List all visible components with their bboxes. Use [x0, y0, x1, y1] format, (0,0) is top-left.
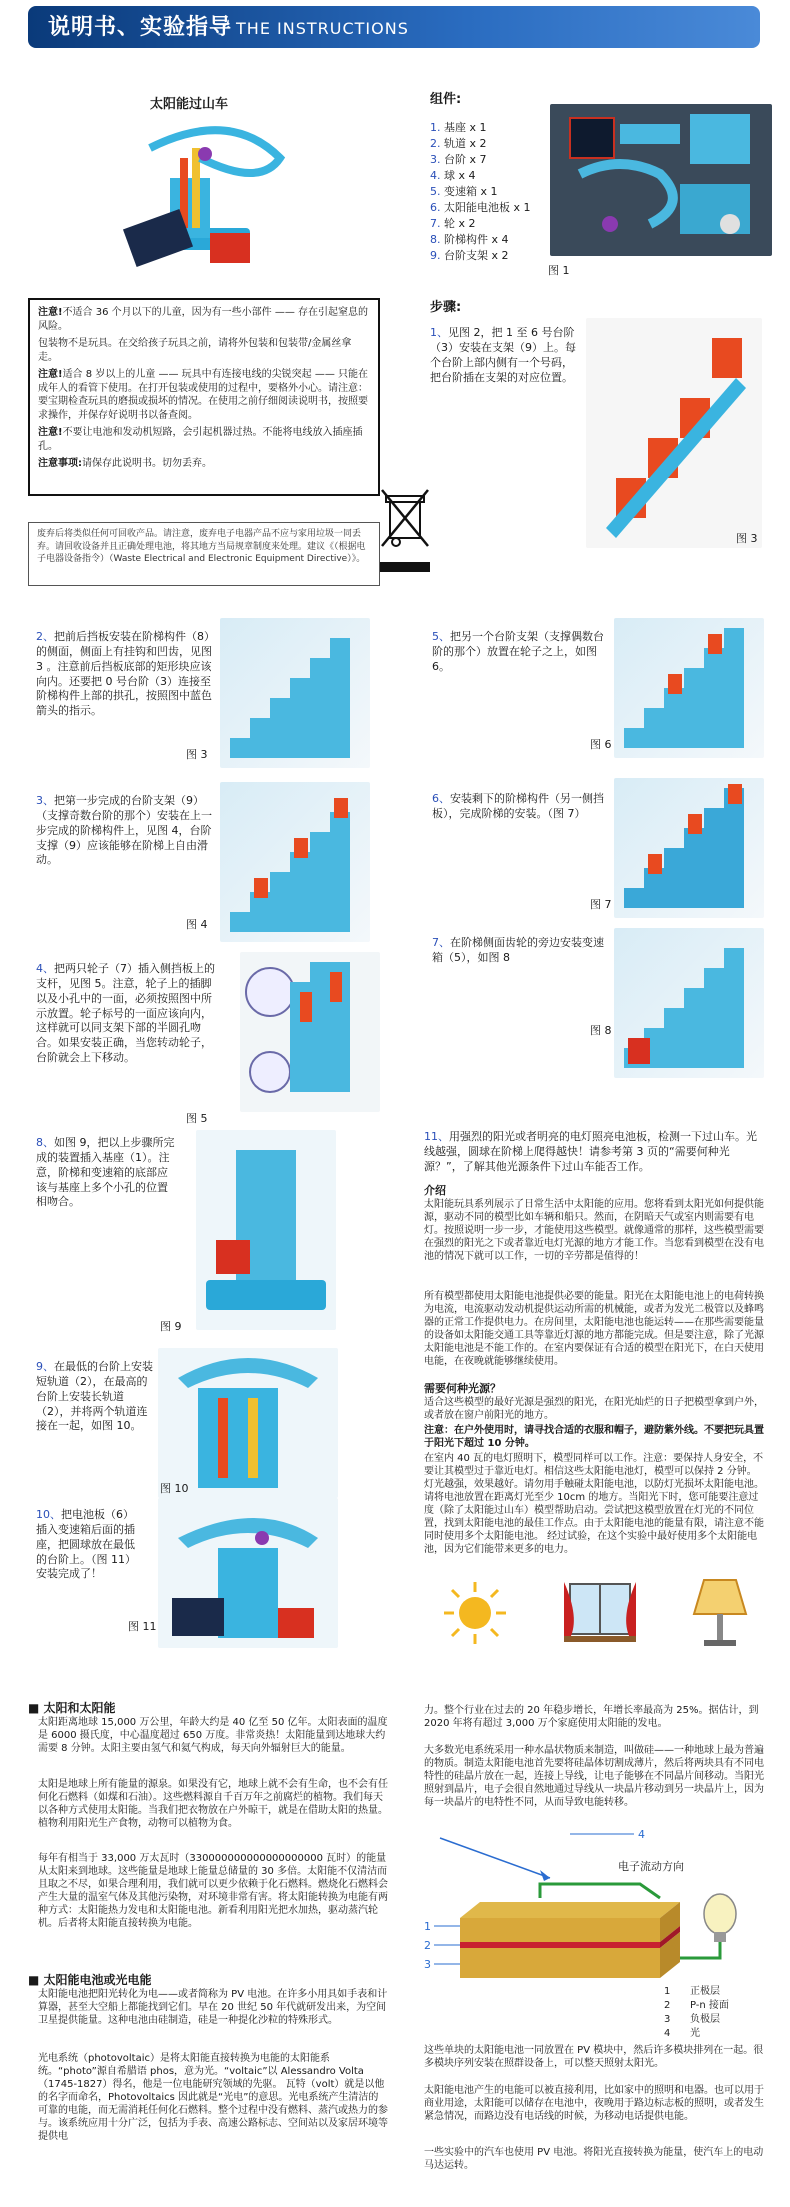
part-item: 6. 太阳能电池板 x 1	[430, 200, 531, 214]
step-7: 7、在阶梯侧面齿轮的旁边安装变速箱（5），如图 8	[432, 936, 604, 964]
warning-3: 注意!适合 8 岁以上的儿童 —— 玩具中有连接电线的尖锐突起 —— 只能在成年人的看管下使用。在打开包装或使用的过程中，要格外小心。请注意：要宝期检查玩具的磨损或损坏的情况。在使用之前仔细阅读说明书，按照要求操作，并保存好说明书以备查阅。	[38, 369, 368, 421]
step-9: 9、在最低的台阶上安装短轨道（2），在最高的台阶上安装长轨道（2），并将两个轨道连接在一起，如图 10。	[36, 1360, 153, 1433]
legend-num-3: 3	[664, 2014, 671, 2025]
step-1-image	[586, 318, 762, 548]
part-item: 1. 基座 x 1	[430, 121, 487, 134]
step-8-fig-label: 图 9	[160, 1320, 182, 1333]
light-note: 注意：在户外使用时，请寻找合适的衣服和帽子，避防紫外线。不要把玩具置于阳光下超过 10 分钟。	[424, 1425, 764, 1449]
step-6-fig-label: 图 7	[590, 898, 612, 911]
electron-flow-label: 电子流动方向	[618, 1860, 684, 1873]
warning-5: 注意事项:请保存此说明书。切勿丢弃。	[38, 458, 212, 469]
steps-heading: 步骤:	[430, 300, 462, 315]
step-5: 5、把另一个台阶支架（支撑偶数台阶的那个）放置在轮子之上，如图 6。	[432, 630, 604, 673]
rb-p5: 一些实验中的汽车也使用 PV 电池。将阳光直接转换为能量，使汽车上的电动马达运转。	[424, 2147, 764, 2171]
step-5-fig-label: 图 6	[590, 738, 612, 751]
warning-2: 包装物不是玩具。在交给孩子玩具之前，请将外包装和包装带/金属丝拿走。	[38, 338, 352, 363]
part-item: 7. 轮 x 2	[430, 216, 476, 230]
step-7-image	[614, 928, 764, 1078]
diagram-num-3: 3	[424, 1958, 431, 1971]
product-title: 太阳能过山车	[150, 97, 229, 112]
step-1-fig-label: 图 3	[736, 532, 758, 545]
window-icon	[560, 1578, 640, 1648]
step-5-image	[614, 618, 764, 758]
step-10: 10、把电池板（6）插入变速箱后面的插座，把圆球放在最低的台阶上。（图 11）安装完成了！	[36, 1508, 136, 1581]
part-item: 5. 变速箱 x 1	[430, 184, 498, 198]
intro-heading: 介绍	[424, 1184, 446, 1197]
diagram-num-1: 1	[424, 1920, 431, 1933]
step-3-image	[220, 782, 370, 942]
step-11: 11、用强烈的阳光或者明亮的电灯照亮电池板，检测一下过山车。光线越强，圆球在阶梯上爬得越快！请参考第 3 页的“需要何种光源？”，了解其他光源条件下过山车能否工作。	[424, 1130, 757, 1173]
rb-p3: 这些单块的太阳能电池一同放置在 PV 模块中，然后许多模块排列在一起。很多模块序列安装在照群设备上，可以整天照射太阳光。	[424, 2045, 764, 2069]
solar-heading: ■ 太阳和太阳能	[28, 1701, 116, 1715]
legend-label-4: 光	[690, 2028, 700, 2038]
warning-box	[28, 298, 380, 496]
step-2-fig-label: 图 3	[186, 748, 208, 761]
pv-p1: 太阳能电池把阳光转化为电——或者简称为 PV 电池。在许多小用具如手表和计算器，甚至大空船上都能找到它们。早在 20 世纪 50 年代就研发出来，为空间卫星提供能量。这种电池由硅制造，硅是一种提化沙粒的特殊形式。	[38, 1989, 388, 2026]
step-4-image	[240, 952, 380, 1112]
sun-icon	[440, 1578, 510, 1648]
step-10-image	[158, 1498, 338, 1648]
legend-num-1: 1	[664, 1986, 671, 1997]
recycling-note: 废弃后将类似任何可回收产品。请注意，废弃电子电器产品不应与家用垃圾一同丢弃。请回收设备并且正确处理电池，将其地方当局规章制度来处理。建议《（根据电子电器设备指令）（Waste Electrical and Electronic Equipment Directive）》。	[28, 522, 380, 586]
light-heading: 需要何种光源？	[424, 1382, 501, 1395]
intro-p2: 所有模型都使用太阳能电池提供必要的能量。阳光在太阳能电池上的电荷转换为电流，电流驱动发动机提供运动所需的机械能，或者为发光二极管以及蜂鸣器的正常工作提供电力。在房间里，太阳能电池也能运转——在那些需要能量的设备如太阳能交通工具等靠近灯源的地方都能完成。但是要注意，除了光源太阳能电池是不能工作的。在室内要保证有合适的模型在阳光下，在白天使用电能，在夜晚就能够继续使用。	[424, 1291, 764, 1367]
step-9-fig-label: 图 10	[160, 1482, 189, 1495]
warning-4: 注意!不要让电池和发动机短路，会引起机器过热。不能将电线放入插座插孔。	[38, 427, 363, 452]
solar-p2: 太阳是地球上所有能量的源泉。如果没有它，地球上就不会有生命，也不会有任何化石燃料（如煤和石油）。这些燃料源自千百万年之前腐烂的植物。我们每天以各种方式使用太阳能。当我们把衣物放在户外晾干，就是在借助太阳的热量。植物利用阳光生产食物，动物可以植物为食。	[38, 1779, 388, 1829]
intro-p1: 太阳能玩具系列展示了日常生活中太阳能的应用。您将看到太阳光如何提供能源，驱动不同的模型比如车辆和船只。然而，在阴暗天气或室内则需要有电灯。按照说明一步一步，才能使用这些模型。就像通常的那样，这些模型需要在强烈的阳光之下或者靠近电灯光源的地方才能工作。当您看到模型在没有电池的情况下就可以工作，一切的辛劳都是值得的！	[424, 1199, 764, 1262]
step-6-image	[614, 778, 764, 918]
part-item: 8. 阶梯构件 x 4	[430, 232, 509, 246]
part-item: 9. 台阶支架 x 2	[430, 248, 509, 262]
step-10-fig-label: 图 11	[128, 1620, 157, 1633]
step-3: 3、把第一步完成的台阶支架（9）（支撑奇数台阶的那个）安装在上一步完成的阶梯构件上，见图 4，台阶支撑（9）应该能够在阶梯上自由滑动。	[36, 794, 212, 867]
header-title: 说明书、实验指导 THE INSTRUCTIONS	[48, 15, 409, 40]
diagram-num-2: 2	[424, 1939, 431, 1952]
legend-label-1: 正极层	[690, 1986, 720, 1997]
legend-num-4: 4	[664, 2028, 671, 2038]
diagram-top-num: 4	[638, 1828, 645, 1841]
part-item: 2. 轨道 x 2	[430, 136, 487, 150]
rb-p2: 大多数光电系统采用一种水晶状物质来制造，叫做硅——一种地球上最为普遍的物质。制造太阳能电池首先要将硅晶体切割成薄片，然后将两块具有不同电特性的硅晶片放在一起，连接上导线，让电子能够在不同晶片间移动。当阳光照射到晶片，电子会很自然地通过导线从一块晶片移动到另一块晶片上，因为每一块晶片的电特性不同，从而导致电能转移。	[424, 1745, 764, 1808]
pv-heading: ■ 太阳能电池或光电能	[28, 1973, 152, 1987]
light-p1: 适合这些模型的最好光源是强烈的阳光，在阳光灿烂的日子把模型拿到户外，或者放在窗户前阳光的地方。	[424, 1397, 764, 1421]
solar-p1: 太阳距离地球 15,000 万公里，年龄大约是 40 亿至 50 亿年。太阳表面的温度是 6000 摄氏度，中心温度超过 650 万度。非常炎热！太阳能量到达地球大约需要 8 分钟。太阳主要由氢气和氦气构成，每天向外辐射巨大的能量。	[38, 1717, 388, 1754]
header-subtitle: THE INSTRUCTIONS	[236, 19, 409, 38]
step-8: 8、如图 9，把以上步骤所完成的装置插入基座（1）。注意，阶梯和变速箱的底部应该与基座上多个小孔的位置相吻合。	[36, 1136, 175, 1209]
step-7-fig-label: 图 8	[590, 1024, 612, 1037]
legend-num-2: 2	[664, 2000, 671, 2011]
product-image	[110, 118, 310, 288]
warning-1: 注意!不适合 36 个月以下的儿童，因为有一些小部件 —— 存在引起窒息的风险。	[38, 307, 369, 332]
step-8-image	[196, 1130, 336, 1330]
legend-label-3: 负极层	[690, 2014, 720, 2025]
step-4: 4、把两只轮子（7）插入侧挡板上的支杆，见图 5。注意，轮子上的插脚以及小孔中的一面，必须按照图中所示放置。轮子标号的一面应该向内，这样就可以同支架下部的半圆孔吻合。如果安装正确，当您转动轮子，台阶就会上下移动。	[36, 962, 215, 1065]
step-6: 6、安装剩下的阶梯构件（另一侧挡板），完成阶梯的安装。（图 7）	[432, 792, 604, 820]
weee-bin-icon	[376, 480, 436, 580]
pv-p2: 光电系统（photovoltaic）是将太阳能直接转换为电能的太阳能系统。“photo”源自希腊语 phos，意为光。“voltaic”以 Alessandro Volta（1745-1827）得名，他是一位电能研究领域的先驱。 瓦特（volt）就是以他的名字而命名，Photovoltaics 因此就是“光电”的意思。光电系统产生清洁的可靠的电能，而无需消耗任何化石燃料。整个过程中没有燃料、蒸汽或热力的参与。该系统应用十分广泛，包括为手表、高速公路标志、空间站以及家居环境等提供电	[38, 2053, 388, 2142]
step-2: 2、把前后挡板安装在阶梯构件（8）的侧面，侧面上有挂钩和凹齿，见图 3 。注意前后挡板底部的矩形块应该向内。还要把 0 号台阶（3）连接至阶梯构件上部的拱孔，按照图中蓝色箭头的指示。	[36, 630, 212, 718]
step-4-fig-label: 图 5	[186, 1112, 208, 1125]
parts-list	[430, 120, 550, 263]
part-item: 3. 台阶 x 7	[430, 152, 487, 166]
step-1: 1、见图 2，把 1 至 6 号台阶（3）安装在支架（9）上。每个台阶上部内侧有一个号码，把台阶插在支架的对应位置。	[430, 326, 576, 384]
light-p2: 在室内 40 瓦的电灯照明下，模型同样可以工作。注意：要保持人身安全，不要让其模型过于靠近电灯。相信这些太阳能电池灯，模型可以保持 2 分钟。灯光越强，效果越好。请勿用手触碰太阳能电池，以防灯光损坏太阳能电池。请将电池放置在距离灯光至少 10cm 的地方。当阳光下时，您可能要注意过度（除了太阳能过山车）模型帮助启动。尝试把这模型放置在灯光的不同位置，找到太阳能电池的最佳工作点。由于太阳能电池的能量有限，请注意不能同时使用多个太阳能电池。 经过试验，在这个实验中最好使用多个太阳能电池，因为它们能带来更多的电力。	[424, 1453, 764, 1555]
pv-cell-diagram	[420, 1818, 770, 2038]
solar-p3: 每年有相当于 33,000 万太瓦时（330000000000000000000 瓦时）的能量从太阳来到地球。这些能量是地球上能量总储量的 30 多倍。太阳能不仅清洁而且取之不尽，如果合理利用，我们就可以更少依赖于化石燃料。燃烧化石燃料会产生大量的温室气体及其他污染物，对环境非常有害。将太阳能转换为电能有两种方式：太阳能热力发电和太阳能电池。新看利用阳光把水加热，驱动蒸汽轮机。后者将太阳能直接转换为电能。	[38, 1853, 388, 1929]
rb-p1: 力。整个行业在过去的 20 年稳步增长，年增长率最高为 25%。据估计，到 2020 年将有超过 3,000 万个家庭使用太阳能的发电。	[424, 1705, 759, 1729]
part-item: 4. 球 x 4	[430, 168, 476, 182]
lamp-icon	[690, 1574, 750, 1650]
step-9-image	[158, 1348, 338, 1498]
rb-p4: 太阳能电池产生的电能可以被直接利用，比如家中的照明和电器。也可以用于商业用途，太阳能可以储存在电池中，夜晚用于路边标志板的照明，或者发生紧急情况，而路边没有电话线的时候，为移动电话提供电能。	[424, 2085, 764, 2122]
step-2-image	[220, 618, 370, 768]
fig1-label: 图 1	[548, 264, 570, 277]
step-3-fig-label: 图 4	[186, 918, 208, 931]
parts-heading: 组件:	[430, 92, 462, 107]
legend-label-2: P-n 接面	[690, 2000, 729, 2011]
parts-image	[550, 104, 772, 256]
